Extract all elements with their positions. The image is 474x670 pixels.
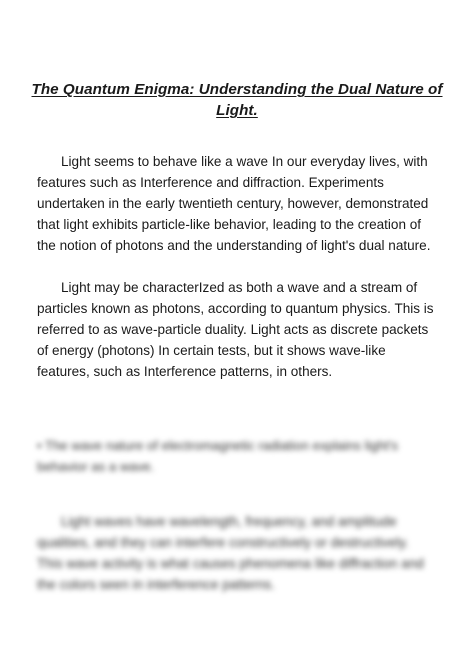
document-title: The Quantum Enigma: Understanding the Dual Nature of Light. <box>31 81 443 119</box>
paragraph-1: Light seems to behave like a wave In our everyday lives, with features such as Interference and diffraction. Experiments undertaken in the early twentieth century, however, demonstrated that light exhibits particle-like behavior, leading to the creation of the notion of photons and the understanding of light's dual nature. <box>37 154 431 253</box>
blurred-paragraph: Light waves have wavelength, frequency, and amplitude qualities, and they can interfere constructively or destructively. This wave activity is what causes phenomena like diffraction and the colors seen in interference patterns. <box>37 514 424 592</box>
blurred-bullet-point: • The wave nature of electromagnetic radiation explains light's behavior as a wave. <box>37 438 398 474</box>
paragraph-2: Light may be characterIzed as both a wave and a stream of particles known as photons, according to quantum physics. This is referred to as wave-particle duality. Light acts as discrete packets of energy (photons) In certain tests, but it shows wave-like features, such as Interference patterns, in others. <box>37 280 434 379</box>
